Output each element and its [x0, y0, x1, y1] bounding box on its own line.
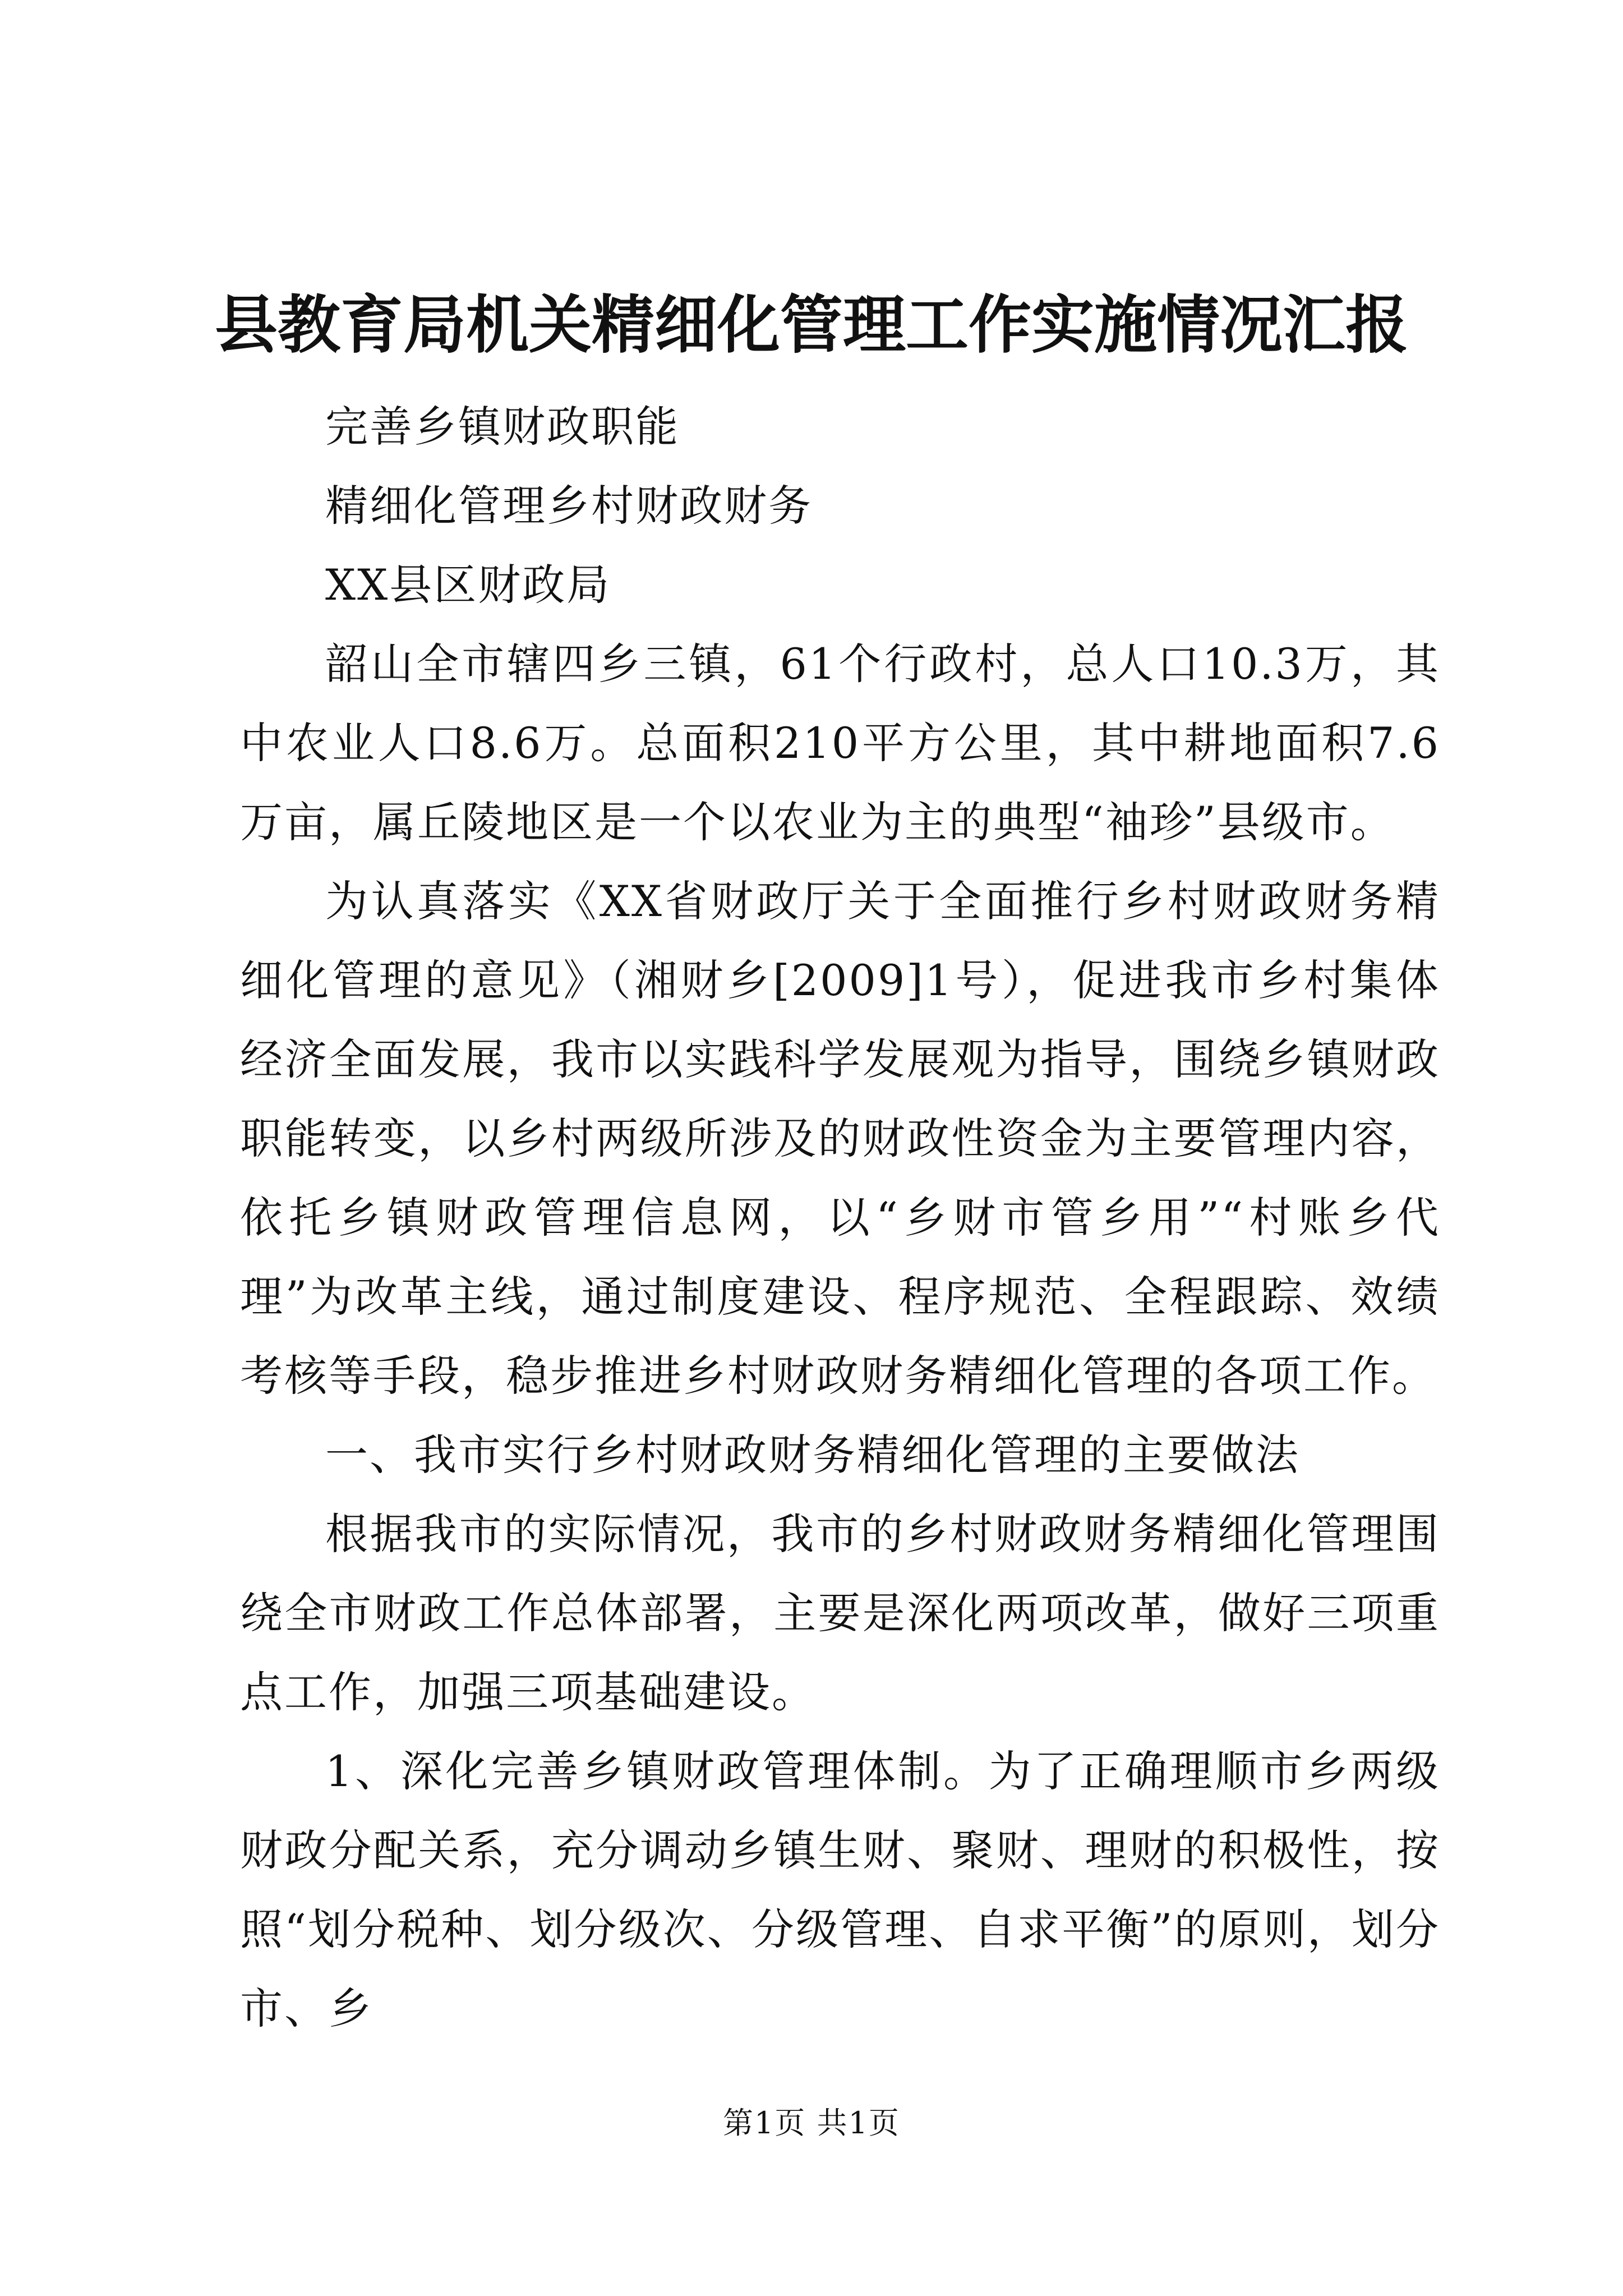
page-number: 第1页 共1页 [723, 2105, 900, 2141]
paragraph-author: XX县区财政局 [325, 560, 611, 610]
paragraph-heading-2: 精细化管理乡村财政财务 [325, 481, 813, 531]
paragraph-overview: 韶山全市辖四乡三镇，61个行政村，总人口10.3万，其中农业人口8.6万。总面积210平方公里，其中耕地面积7.6万亩，属丘陵地区是一个以农业为主的典型“袖珍”县级市。 [240, 639, 1440, 847]
document-title: 县教育局机关精细化管理工作实施情况汇报 [215, 288, 1408, 362]
paragraph-implementation: 为认真落实《XX省财政厅关于全面推行乡村财政财务精细化管理的意见》（湘财乡[2009]1号），促进我市乡村集体经济全面发展，我市以实践科学发展观为指导，围绕乡镇财政职能转变，以乡村两级所涉及的财政性资金为主要管理内容，依托乡镇财政管理信息网，以“乡财市管乡用”“村账乡代理”为改革主线，通过制度建设、程序规范、全程跟踪、效绩考核等手段，稳步推进乡村财政财务精细化管理的各项工作。 [240, 876, 1440, 1401]
paragraph-item-1: 1、深化完善乡镇财政管理体制。为了正确理顺市乡两级财政分配关系，充分调动乡镇生财、聚财、理财的积极性，按照“划分税种、划分级次、分级管理、自求平衡”的原则，划分市、乡 [240, 1746, 1440, 2033]
paragraph-summary: 根据我市的实际情况，我市的乡村财政财务精细化管理围绕全市财政工作总体部署，主要是深化两项改革，做好三项重点工作，加强三项基础建设。 [240, 1509, 1440, 1717]
paragraph-heading-1: 完善乡镇财政职能 [325, 402, 680, 452]
document-body [240, 387, 1440, 2048]
section-heading: 一、我市实行乡村财政财务精细化管理的主要做法 [325, 1430, 1300, 1480]
